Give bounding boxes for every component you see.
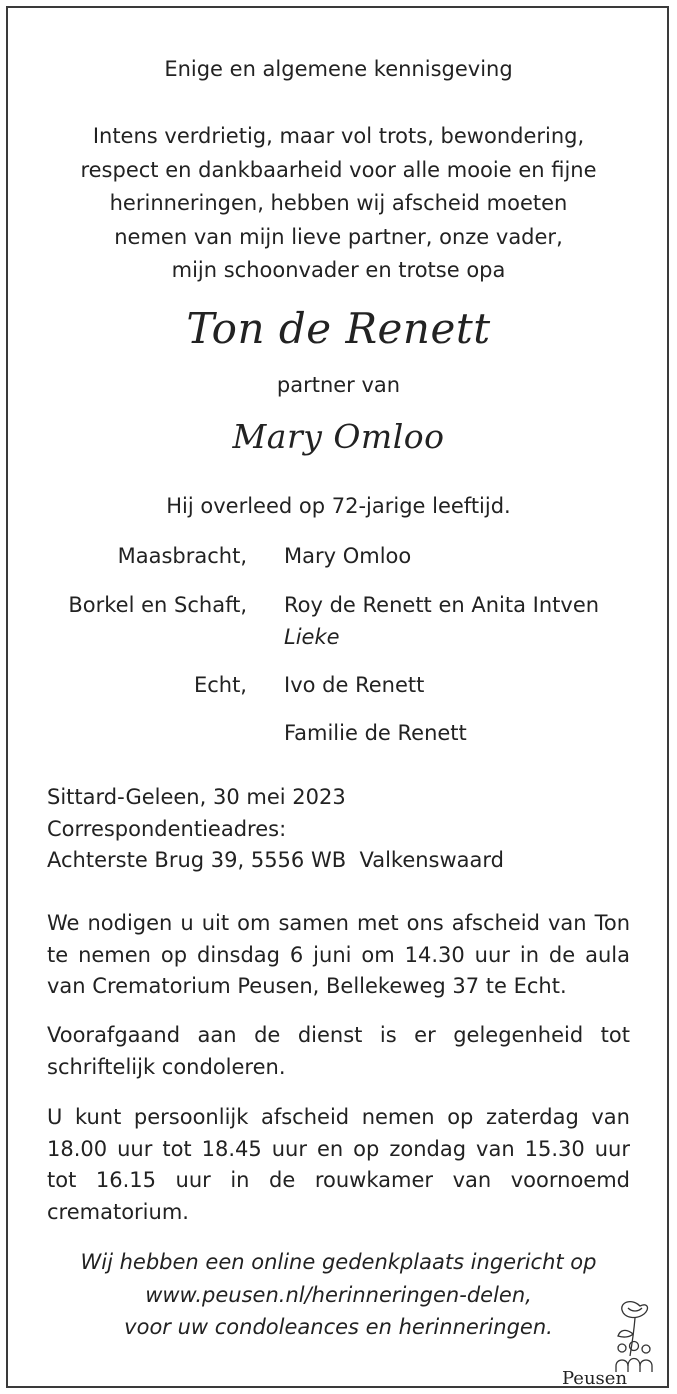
- online-line: www.peusen.nl/herinneringen-delen,: [145, 1282, 532, 1307]
- online-line: Wij hebben een online gedenkplaats ingericht op: [80, 1250, 597, 1274]
- address-block: [47, 782, 630, 877]
- intro-text: [30, 120, 647, 288]
- family-place: Borkel en Schaft,: [68, 593, 247, 617]
- family-names: Ivo de Renett: [284, 673, 425, 697]
- age-line: Hij overleed op 72-jarige leeftijd.: [166, 494, 511, 518]
- family-names-block: [284, 589, 599, 653]
- intro-line: nemen van mijn lieve partner, onze vader,: [114, 224, 563, 249]
- intro-line: herinneringen, hebben wij afscheid moeten: [109, 191, 568, 215]
- intro-line: mijn schoonvader en trotse opa: [171, 258, 506, 282]
- family-place: Maasbracht,: [117, 544, 247, 568]
- ceremony-paragraph: We nodigen u uit om samen met ons afscheid van Ton te nemen op dinsdag 6 juni om 14.30 uur in de aula van Crematorium Peusen, Bellekeweg 37 te Echt.: [47, 911, 630, 998]
- deceased-name: Ton de Renett: [186, 304, 491, 353]
- visitation-paragraph: U kunt persoonlijk afscheid nemen op zaterdag van 18.00 uur tot 18.45 uur en op zondag van 15.30 uur tot 16.15 uur in de rouwkamer van voornoemd crematorium.: [47, 1105, 630, 1224]
- family-place: Echt,: [193, 673, 247, 697]
- intro-line: respect en dankbaarheid voor alle mooie en fijne: [80, 157, 597, 182]
- address-line: Sittard-Geleen, 30 mei 2023: [47, 785, 346, 809]
- partner-name: Mary Omloo: [232, 417, 445, 456]
- address-line: Correspondentieadres:: [47, 816, 287, 841]
- condolence-paragraph: Voorafgaand aan de dienst is er gelegenheid tot schriftelijk condoleren.: [47, 1023, 630, 1079]
- online-memorial-text: [30, 1246, 647, 1344]
- family-names: Mary Omloo: [284, 544, 412, 568]
- intro-line: Intens verdrietig, maar vol trots, bewondering,: [92, 124, 585, 148]
- notice-heading: Enige en algemene kennisgeving: [164, 57, 513, 81]
- family-names: Familie de Renett: [284, 721, 467, 745]
- family-children: Lieke: [284, 625, 340, 649]
- partner-label: partner van: [276, 373, 401, 397]
- family-names: Roy de Renett en Anita Intven: [284, 593, 600, 617]
- address-line: Achterste Brug 39, 5556 WB Valkenswaard: [47, 848, 505, 872]
- online-line: voor uw condoleances en herinneringen.: [124, 1315, 553, 1339]
- peusen-logo-text: Peusen: [562, 1368, 628, 1389]
